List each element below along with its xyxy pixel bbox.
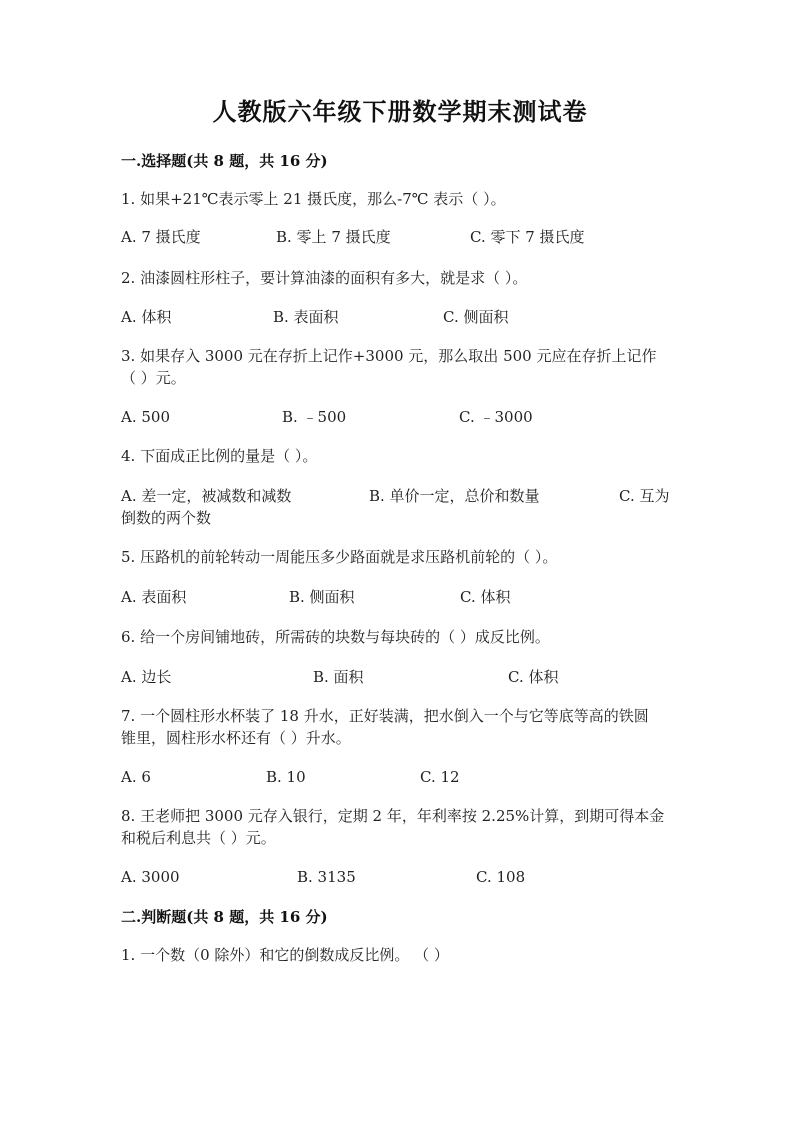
option-a: A. 7 摄氏度 bbox=[121, 228, 201, 246]
option-c: C. 体积 bbox=[460, 588, 511, 606]
option-b: B. 10 bbox=[266, 768, 306, 786]
option-a: A. 差一定，被减数和减数 bbox=[121, 487, 292, 505]
question-text-line1: 8. 王老师把 3000 元存入银行，定期 2 年，年利率按 2.25%计算，到期可得本金 bbox=[121, 807, 665, 825]
option-c: C. 体积 bbox=[508, 668, 559, 686]
question-text-line2: 锥里，圆柱形水杯还有（ ）升水。 bbox=[121, 729, 351, 747]
option-c-continued: 倒数的两个数 bbox=[121, 509, 212, 527]
option-b: B. 表面积 bbox=[273, 308, 339, 326]
section-heading-choice: 一.选择题(共 8 题，共 16 分) bbox=[121, 152, 328, 170]
question-text-line1: 7. 一个圆柱形水杯装了 18 升水，正好装满，把水倒入一个与它等底等高的铁圆 bbox=[121, 707, 649, 725]
option-a: A. 3000 bbox=[121, 868, 180, 886]
option-c: C. 侧面积 bbox=[443, 308, 509, 326]
option-a: A. 体积 bbox=[121, 308, 172, 326]
option-a: A. 表面积 bbox=[121, 588, 187, 606]
option-a: A. 6 bbox=[121, 768, 151, 786]
question-text-line1: 3. 如果存入 3000 元在存折上记作+3000 元，那么取出 500 元应在存折上记作 bbox=[121, 347, 657, 365]
question-text: 2. 油漆圆柱形柱子，要计算油漆的面积有多大，就是求（ ）。 bbox=[121, 269, 528, 287]
option-b: B. ﹣500 bbox=[282, 408, 347, 426]
option-c: C. ﹣3000 bbox=[459, 408, 533, 426]
question-text: 5. 压路机的前轮转动一周能压多少路面就是求压路机前轮的（ ）。 bbox=[121, 548, 558, 566]
option-b: B. 3135 bbox=[297, 868, 356, 886]
option-a: A. 边长 bbox=[121, 668, 172, 686]
question-text-line2: （ ）元。 bbox=[121, 369, 186, 387]
option-a: A. 500 bbox=[121, 408, 170, 426]
option-c: C. 12 bbox=[420, 768, 460, 786]
option-c: C. 108 bbox=[476, 868, 526, 886]
question-text: 6. 给一个房间铺地砖，所需砖的块数与每块砖的（ ）成反比例。 bbox=[121, 628, 550, 646]
option-b: B. 单价一定，总价和数量 bbox=[369, 487, 540, 505]
option-c: C. 互为 bbox=[619, 487, 670, 505]
option-b: B. 面积 bbox=[313, 668, 364, 686]
question-text: 1. 一个数（0 除外）和它的倒数成反比例。 （ ） bbox=[121, 946, 449, 964]
question-text-line2: 和税后利息共（ ）元。 bbox=[121, 829, 276, 847]
option-c: C. 零下 7 摄氏度 bbox=[470, 228, 585, 246]
page-title: 人教版六年级下册数学期末测试卷 bbox=[212, 97, 588, 126]
question-text: 4. 下面成正比例的量是（ ）。 bbox=[121, 447, 318, 465]
section-heading-judgement: 二.判断题(共 8 题，共 16 分) bbox=[121, 908, 328, 926]
option-b: B. 零上 7 摄氏度 bbox=[276, 228, 391, 246]
question-text: 1. 如果+21℃表示零上 21 摄氏度，那么-7℃ 表示（ ）。 bbox=[121, 190, 506, 208]
option-b: B. 侧面积 bbox=[289, 588, 355, 606]
